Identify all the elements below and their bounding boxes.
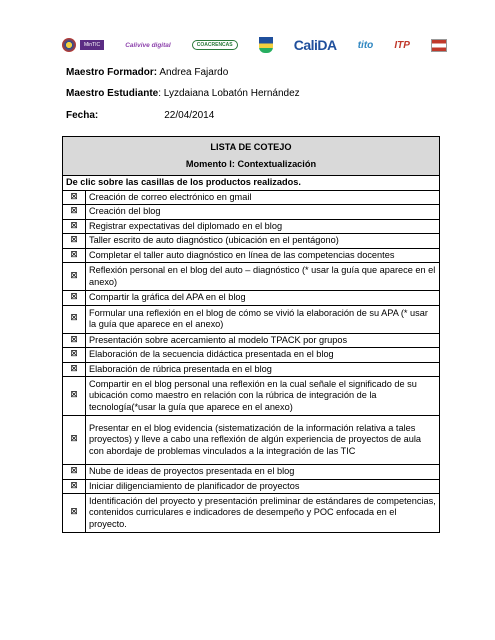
item-text: Creación de correo electrónico en gmail — [86, 190, 440, 205]
flag-icon — [431, 39, 447, 52]
mintic-logo-text: MinTIC — [80, 40, 104, 50]
checkbox-checked-icon[interactable]: ⊠ — [63, 348, 86, 363]
estudiante-label: Maestro Estudiante — [66, 88, 159, 99]
table-header-row — [63, 137, 440, 176]
table-row — [63, 263, 440, 291]
coacrencas-logo: COACRENCAS — [192, 40, 238, 50]
itp-logo: ITP — [394, 39, 410, 51]
item-text: Elaboración de rúbrica presentada en el blog — [86, 362, 440, 377]
item-text: Compartir en el blog personal una reflexión en la cual señale el significado de su ubicación como maestro en relación con la rúbrica de integración de la tecnología(*usar la guía que aparece en el anexo) — [86, 377, 440, 416]
instruction-row — [63, 176, 440, 191]
item-text: Creación del blog — [86, 205, 440, 220]
checkbox-checked-icon[interactable]: ⊠ — [63, 416, 86, 465]
table-row — [63, 494, 440, 533]
table-row — [63, 362, 440, 377]
checkbox-checked-icon[interactable]: ⊠ — [63, 248, 86, 263]
checkbox-checked-icon[interactable]: ⊠ — [63, 234, 86, 249]
checkbox-checked-icon[interactable]: ⊠ — [63, 465, 86, 480]
checkbox-checked-icon[interactable]: ⊠ — [63, 333, 86, 348]
instruction-text: De clic sobre las casillas de los productos realizados. — [63, 176, 440, 191]
item-text: Compartir la gráfica del APA en el blog — [86, 291, 440, 306]
formador-line — [66, 67, 228, 78]
table-row — [63, 190, 440, 205]
crest-icon — [259, 37, 273, 53]
fecha-value: 22/04/2014 — [164, 110, 215, 121]
checkbox-checked-icon[interactable]: ⊠ — [63, 219, 86, 234]
tito-logo: tito — [357, 39, 374, 51]
fecha-label: Fecha: — [66, 110, 99, 121]
table-header — [63, 137, 440, 176]
calivive-logo: Calivive digital — [125, 41, 171, 49]
table-row — [63, 377, 440, 416]
lista-cotejo-table — [62, 136, 440, 533]
checkbox-checked-icon[interactable]: ⊠ — [63, 305, 86, 333]
item-text: Completar el taller auto diagnóstico en línea de las competencias docentes — [86, 248, 440, 263]
table-row — [63, 479, 440, 494]
logo-bar — [62, 32, 447, 58]
table-row — [63, 416, 440, 465]
checkbox-checked-icon[interactable]: ⊠ — [63, 377, 86, 416]
item-text: Identificación del proyecto y presentación preliminar de estándares de competencias, contenidos curriculares e indicadores de desempeño y POC enfocada en el proyecto. — [86, 494, 440, 533]
table-row — [63, 305, 440, 333]
item-text: Presentar en el blog evidencia (sistematización de la información relativa a tales proyectos) y lleve a cabo una reflexión de algún experiencia de proyectos de aula con abordaje de problemas vinculados a la integración de las TIC — [86, 416, 440, 465]
checkbox-checked-icon[interactable]: ⊠ — [63, 291, 86, 306]
table-row — [63, 248, 440, 263]
item-text: Formular una reflexión en el blog de cómo se vivió la elaboración de su APA (* usar la guía que aparece en el anexo) — [86, 305, 440, 333]
formador-label: Maestro Formador: — [66, 67, 158, 78]
table-row — [63, 348, 440, 363]
item-text: Presentación sobre acercamiento al modelo TPACK por grupos — [86, 333, 440, 348]
fecha-line — [66, 110, 214, 121]
checkbox-checked-icon[interactable]: ⊠ — [63, 263, 86, 291]
table-row — [63, 234, 440, 249]
item-text: Registrar expectativas del diplomado en el blog — [86, 219, 440, 234]
table-row — [63, 465, 440, 480]
formador-value: Andrea Fajardo — [157, 67, 229, 78]
table-row — [63, 333, 440, 348]
checkbox-checked-icon[interactable]: ⊠ — [63, 205, 86, 220]
item-text: Elaboración de la secuencia didáctica presentada en el blog — [86, 348, 440, 363]
table-subtitle: Momento I: Contextualización — [185, 159, 317, 169]
table-title: LISTA DE COTEJO — [210, 142, 292, 152]
item-text: Taller escrito de auto diagnóstico (ubicación en el pentágono) — [86, 234, 440, 249]
calida-logo: CaliDA — [293, 37, 337, 53]
item-text: Nube de ideas de proyectos presentada en el blog — [86, 465, 440, 480]
item-text: Iniciar diligenciamiento de planificador de proyectos — [86, 479, 440, 494]
table-row — [63, 205, 440, 220]
checkbox-checked-icon[interactable]: ⊠ — [63, 479, 86, 494]
item-text: Reflexión personal en el blog del auto – diagnóstico (* usar la guía que aparece en el anexo) — [86, 263, 440, 291]
table-row — [63, 291, 440, 306]
checkbox-checked-icon[interactable]: ⊠ — [63, 494, 86, 533]
checkbox-checked-icon[interactable]: ⊠ — [63, 190, 86, 205]
checkbox-checked-icon[interactable]: ⊠ — [63, 362, 86, 377]
estudiante-value: : Lyzdaiana Lobatón Hernández — [158, 88, 300, 99]
colombia-shield-icon — [62, 38, 76, 52]
table-row — [63, 219, 440, 234]
mineducacion-logo — [62, 38, 104, 52]
estudiante-line — [66, 88, 300, 99]
